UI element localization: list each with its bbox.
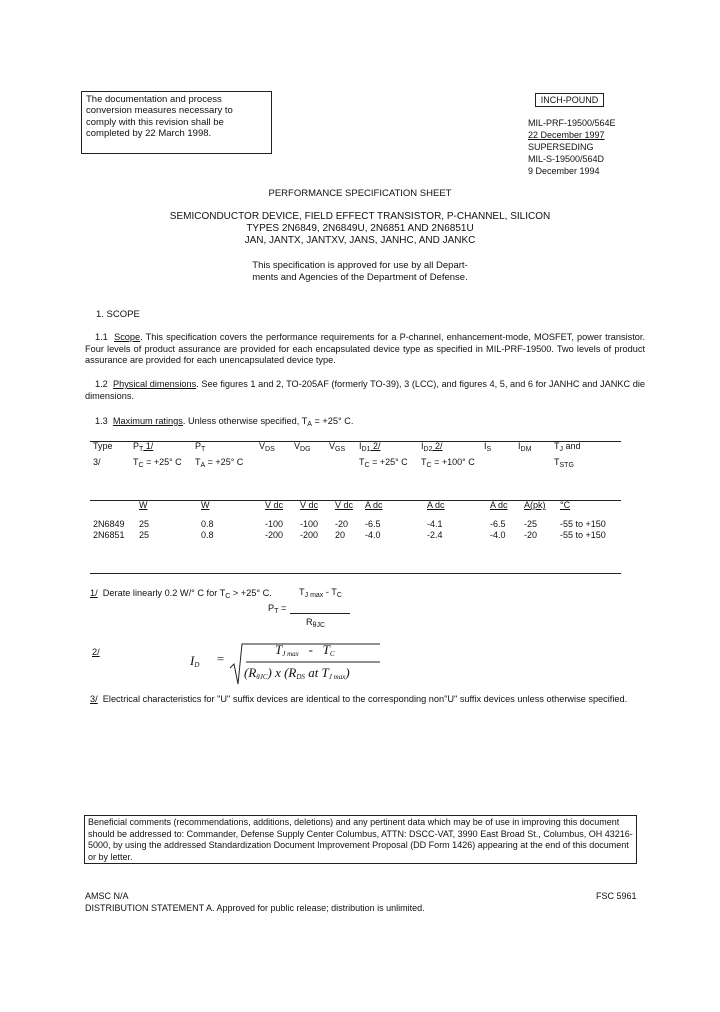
table-unit-cell: W [139, 500, 148, 511]
formula-sub: J max [282, 650, 299, 658]
para-number: 1.2 [95, 379, 108, 389]
formula-2-denominator [244, 665, 350, 681]
footnote-text: Derate linearly 0.2 W/° C for T [102, 588, 226, 598]
para-heading: Scope [114, 332, 141, 342]
table-header-cell [482, 457, 516, 484]
para-body: . See figures 1 and 2, TO-205AF (formerly TO-39), 3 (LCC), and figures 4, 5, and 6 for JANHC and JANKC die dimensions. [85, 379, 645, 401]
table-header-cell: $V_{GS}$ [329, 441, 346, 453]
para-number: 1.1 [95, 332, 108, 342]
table-unit-cell: °C [560, 500, 571, 511]
formula-2-lhs [190, 653, 199, 669]
table-unit-cell: W [201, 500, 210, 511]
approval-line: ments and Agencies of the Department of Defense. [252, 272, 468, 283]
table-header-cell: $V_{DG}$ [294, 441, 311, 453]
table-header-cell: $T_J$ and [554, 441, 581, 453]
fsc-label: FSC 5961 [596, 891, 637, 901]
formula-symbol: P [268, 603, 275, 613]
table-cell: -6.5 [490, 519, 506, 529]
formula-symbol: T [322, 642, 330, 657]
footnote-tail: > +25° C. [230, 588, 272, 598]
table-header-cell: $P_T$ 1/ [133, 441, 154, 453]
document-identifier [528, 117, 616, 177]
table-header-cell: 3/ [93, 457, 101, 467]
notice-line: The documentation and process [86, 94, 222, 105]
formula-minus: - [308, 642, 313, 657]
footnote-3 [90, 694, 627, 705]
table-header-cell: $V_{DS}$ [259, 441, 275, 453]
paragraph-1-1 [85, 332, 645, 367]
table-unit-cell: A dc [490, 500, 508, 511]
subject-line: JAN, JANTX, JANTXV, JANS, JANHC, AND JANKC [244, 235, 476, 246]
formula-1-numerator [299, 587, 342, 600]
old-doc-number: MIL-S-19500/564D [528, 154, 605, 164]
table-cell: 0.8 [201, 519, 214, 529]
formula-sub: D [194, 661, 200, 669]
footnote-sub: C [225, 593, 231, 600]
notice-line: comply with this revision shall be [86, 116, 224, 128]
formula-equals: = [278, 603, 287, 613]
page-title: PERFORMANCE SPECIFICATION SHEET [268, 188, 452, 199]
table-header-cell: $I_{D1}$ 2/ [359, 441, 381, 453]
subject-line: SEMICONDUCTOR DEVICE, FIELD EFFECT TRANSISTOR, P-CHANNEL, SILICON [169, 211, 551, 222]
formula-2-equals: = [216, 651, 225, 666]
table-bottom-rule [90, 573, 621, 574]
formula-symbol: at T [304, 665, 329, 680]
formula-sub: J max [328, 673, 346, 681]
table-unit-cell: A dc [427, 500, 445, 511]
formula-sub: C [336, 592, 342, 599]
footnote-1 [90, 588, 272, 601]
table-cell: -20 [335, 519, 349, 529]
table-cell: -4.1 [427, 519, 443, 529]
superseding-label: SUPERSEDING [528, 142, 594, 152]
formula-1-denominator [306, 617, 325, 630]
table-header-cell: $T_{STG}$ [554, 457, 574, 469]
notice-line: conversion measures necessary to [86, 105, 233, 117]
old-doc-date: 9 December 1994 [528, 166, 600, 176]
para-sub: A [307, 421, 312, 428]
subject-line: TYPES 2N6849, 2N6849U, 2N6851 AND 2N6851U [246, 223, 474, 234]
table-unit-cell: V dc [300, 500, 319, 511]
table-cell: -2.4 [427, 529, 443, 540]
formula-sub: C [329, 650, 335, 658]
table-units-row [91, 484, 616, 511]
scope-heading: 1. SCOPE [96, 309, 140, 320]
table-cell: -4.0 [490, 529, 506, 540]
inch-pound-label: INCH-POUND [535, 93, 604, 107]
formula-sub: T [274, 608, 279, 615]
para-heading: Physical dimensions [112, 379, 197, 389]
table-cell: -4.0 [365, 529, 381, 540]
table-subheader-row [91, 457, 616, 484]
footnote-2-marker [92, 647, 100, 658]
table-header-cell: $T_A = +25^\circ$ C [195, 457, 244, 469]
para-body: . This specification covers the performance requirements for a P-channel, enhancement-mode, MOSFET, power transistor. Four levels of product assurance are provided for each encapsulated device type as specified in MIL-PRF-19500. Two levels of product assurance are provided for each unencapsulated device type. [85, 332, 646, 365]
table-cell: -55 to +150 [560, 519, 606, 529]
table-cell: -200 [265, 529, 284, 540]
table-cell: -55 to +150 [560, 529, 606, 540]
beneficial-comments-box: Beneficial comments (recommendations, additions, deletions) and any pertinent data which may be of use in improving this document should be addressed to: Commander, Defense Supply Center Columbus, ATTN: DSCC-VAT, 3990 East Broad St., Columbus, OH 43216-5000, by using the addressed Standardization Document Improvement Proposal (DD Form 1426) appearing at the end of this document or by letter. [84, 815, 637, 864]
revision-notice-box [81, 91, 272, 154]
approval-statement [0, 260, 720, 284]
formula-symbol: T [275, 642, 283, 657]
formula-symbol: ) [345, 665, 350, 680]
formula-symbol: ) x (R [267, 665, 297, 680]
table-cell: -20 [524, 529, 538, 540]
maximum-ratings-table [91, 441, 616, 541]
table-cell: 2N6851 [93, 529, 125, 540]
formula-symbol: I [190, 653, 195, 668]
table-header-cell: Type [93, 441, 113, 451]
table-unit-cell: A dc [365, 500, 383, 511]
doc-date: 22 December 1997 [528, 130, 605, 140]
approval-line: This specification is approved for use by all Depart- [252, 260, 468, 271]
table-unit-cell [91, 484, 131, 511]
formula-sub: θJC [312, 622, 326, 629]
footnote-marker: 2/ [92, 647, 100, 657]
table-header-cell: $T_C = +100^\circ$ C [421, 457, 475, 469]
formula-symbol: - T [323, 587, 337, 597]
distribution-statement: DISTRIBUTION STATEMENT A. Approved for public release; distribution is unlimited. [85, 903, 425, 913]
footnote-marker: 1/ [90, 588, 98, 598]
amsc-label: AMSC N/A [85, 891, 129, 901]
formula-1-lhs [268, 603, 286, 616]
formula-sub: J max [304, 592, 324, 599]
para-heading: Maximum ratings [112, 416, 183, 426]
formula-sub: DS [296, 673, 305, 681]
table-header-row [91, 441, 616, 457]
table-unit-cell: A(pk) [524, 500, 546, 511]
table-header-cell: $P_T$ [195, 441, 206, 453]
para-body: . Unless otherwise specified, T [182, 416, 308, 426]
formula-1-fraction-bar [290, 613, 350, 614]
table-header-cell [516, 457, 552, 484]
table-header-cell [327, 457, 357, 484]
formula-symbol: R [306, 617, 313, 627]
formula-sub: θJC [256, 673, 268, 681]
table-cell: 25 [139, 529, 150, 540]
table-cell: 0.8 [201, 529, 214, 540]
footnote-marker: 3/ [90, 694, 98, 704]
table-header-cell [257, 457, 292, 484]
formula-symbol: (R [244, 665, 257, 680]
paragraph-1-2 [85, 379, 645, 402]
subject-block [0, 211, 720, 247]
footnote-text: Electrical characteristics for "U" suffix devices are identical to the corresponding non"U" suffix devices unless otherwise specified. [102, 694, 628, 704]
table-header-cell: $I_S$ [484, 441, 492, 453]
doc-number: MIL-PRF-19500/564E [528, 118, 616, 128]
table-header-cell: $T_C = +25^\circ$ C [359, 457, 408, 469]
formula-symbol: T [299, 587, 305, 597]
table-spacer-row [91, 511, 616, 519]
paragraph-1-3 [85, 416, 645, 431]
table-header-cell [292, 457, 327, 484]
table-cell: 20 [335, 529, 346, 540]
table-cell: 2N6849 [93, 519, 125, 529]
table-unit-cell: V dc [335, 500, 354, 511]
table-header-cell: $I_{D2}$ 2/ [421, 441, 443, 453]
table-unit-cell: V dc [265, 500, 284, 511]
table-cell: -100 [265, 519, 284, 529]
para-tail: = +25° C. [311, 416, 354, 426]
table-cell: -100 [300, 519, 319, 529]
table-cell: -25 [524, 519, 538, 529]
para-number: 1.3 [95, 416, 108, 426]
table-cell: -6.5 [365, 519, 381, 529]
table-row [91, 530, 616, 541]
notice-line: completed by 22 March 1998. [86, 128, 212, 140]
table-cell: -200 [300, 529, 319, 540]
table-header-cell: $T_C = +25^\circ$ C [133, 457, 182, 469]
table-cell: 25 [139, 519, 150, 529]
table-header-cell: $I_{DM}$ [518, 441, 532, 453]
table-row [91, 519, 616, 530]
